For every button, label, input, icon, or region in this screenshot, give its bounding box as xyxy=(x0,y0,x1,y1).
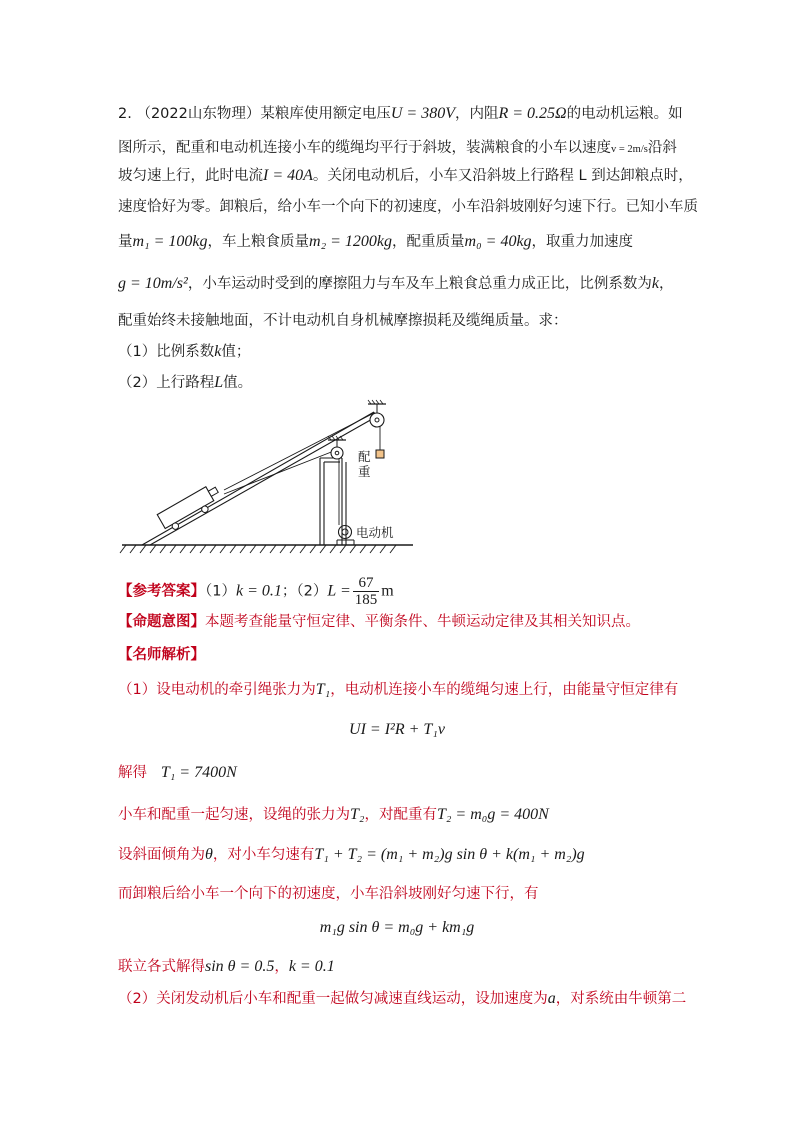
resistance-equation: R = 0.25Ω xyxy=(498,105,567,122)
equation-sin-theta: sin θ = 0.5 xyxy=(205,958,275,975)
intent-line xyxy=(118,612,640,632)
problem-line-2: 图所示，配重和电动机连接小车的缆绳均平行于斜坡，装满粮食的小车以速度v = 2m/s沿斜 xyxy=(118,140,677,156)
solve-line: 解得 T₁ = 7400N xyxy=(118,764,237,781)
question-1: （1）比例系数k值； xyxy=(118,343,251,360)
analysis-step-1: （1）设电动机的牵引绳张力为T₁，电动机连接小车的缆绳匀速上行，由能量守恒定律有 xyxy=(118,681,679,698)
problem-line-1: 2. （2022山东物理）某粮库使用额定电压U = 380V，内阻R = 0.25Ω的电动机运粮。如 xyxy=(118,105,683,122)
equation-k: k = 0.1 xyxy=(288,958,335,975)
problem-line-4: 速度恰好为零。卸粮后，给小车一个向下的初速度，小车沿斜坡刚好匀速下行。已知小车质 xyxy=(118,199,698,215)
analysis-step-3: 设斜面倾角为θ，对小车匀速有T₁ + T₂ = (m₁ + m₂)g sin θ + k(m₁ + m₂)g xyxy=(118,846,585,863)
intent-tag: 【命题意图】 xyxy=(118,614,205,630)
equation-T1: T₁ = 7400N xyxy=(160,764,237,781)
problem-source: （2022山东物理） xyxy=(136,106,261,122)
counterweight-block xyxy=(376,450,384,458)
problem-line-6: g = 10m/s²，小车运动时受到的摩擦阻力与车及车上粮食总重力成正比，比例系数为k， xyxy=(118,275,674,292)
incline-diagram xyxy=(118,398,418,554)
current-equation: I = 40A xyxy=(263,167,313,184)
answer-2-fraction: $\frac{67}{185}$ xyxy=(354,575,378,608)
problem-number: 2. xyxy=(118,106,132,122)
analysis-step-5: 联立各式解得sin θ = 0.5，k = 0.1 xyxy=(118,958,335,975)
analysis-step-2: 小车和配重一起匀速，设绳的张力为T₂，对配重有T₂ = m₀g = 400N xyxy=(118,806,549,823)
analysis-step-6: （2）关闭发动机后小车和配重一起做匀减速直线运动，设加速度为a，对系统由牛顿第二 xyxy=(118,990,687,1007)
answer-tag: 【参考答案】 xyxy=(118,583,205,600)
problem-line-3: 坡匀速上行，此时电流I = 40A。关闭电动机后，小车又沿斜坡上行路程 L 到达卸粮点时， xyxy=(118,167,693,184)
m0-equation: m₀ = 40kg xyxy=(464,233,532,250)
question-2: （2）上行路程L值。 xyxy=(118,374,253,391)
cables xyxy=(224,413,380,525)
counterweight-label-2: 重 xyxy=(358,464,371,479)
motor-label: 电动机 xyxy=(356,525,394,540)
ground xyxy=(120,545,413,553)
analysis-step-4: 而卸粮后给小车一个向下的初速度，小车沿斜坡刚好匀速下行，有 xyxy=(118,886,539,902)
speed-equation: v = 2m/s xyxy=(611,144,648,155)
m2-equation: m₂ = 1200kg xyxy=(309,233,393,250)
voltage-equation: U = 380V xyxy=(390,105,455,122)
equation-energy: UI = I²R + T₁v xyxy=(349,721,445,738)
problem-line-7: 配重始终未接触地面，不计电动机自身机械摩擦损耗及缆绳质量。求： xyxy=(118,313,568,329)
counterweight-label-1: 配 xyxy=(358,449,371,464)
middle-pulley xyxy=(328,436,346,459)
equation-uniform-up: T₁ + T₂ = (m₁ + m₂)g sin θ + k(m₁ + m₂)g xyxy=(314,846,585,863)
answer-1: k = 0.1 xyxy=(235,582,282,600)
intent-text: 本题考查能量守恒定律、平衡条件、牛顿运动定律及其相关知识点。 xyxy=(205,614,640,630)
gravity-equation: g = 10m/s² xyxy=(118,275,188,292)
analysis-heading: 【名师解析】 xyxy=(118,647,205,663)
reference-answer: 【参考答案】（1）k = 0.1；（2）L = $\frac{67}{185}$ m xyxy=(118,575,394,608)
equation-T2: T₂ = m₀g = 400N xyxy=(436,806,549,823)
m1-equation: m₁ = 100kg xyxy=(132,233,208,250)
equation-uniform-down: m₁g sin θ = m₀g + km₁g xyxy=(319,919,475,936)
problem-line-5: 量m₁ = 100kg，车上粮食质量m₂ = 1200kg，配重质量m₀ = 40kg，取重力加速度 xyxy=(118,233,634,250)
